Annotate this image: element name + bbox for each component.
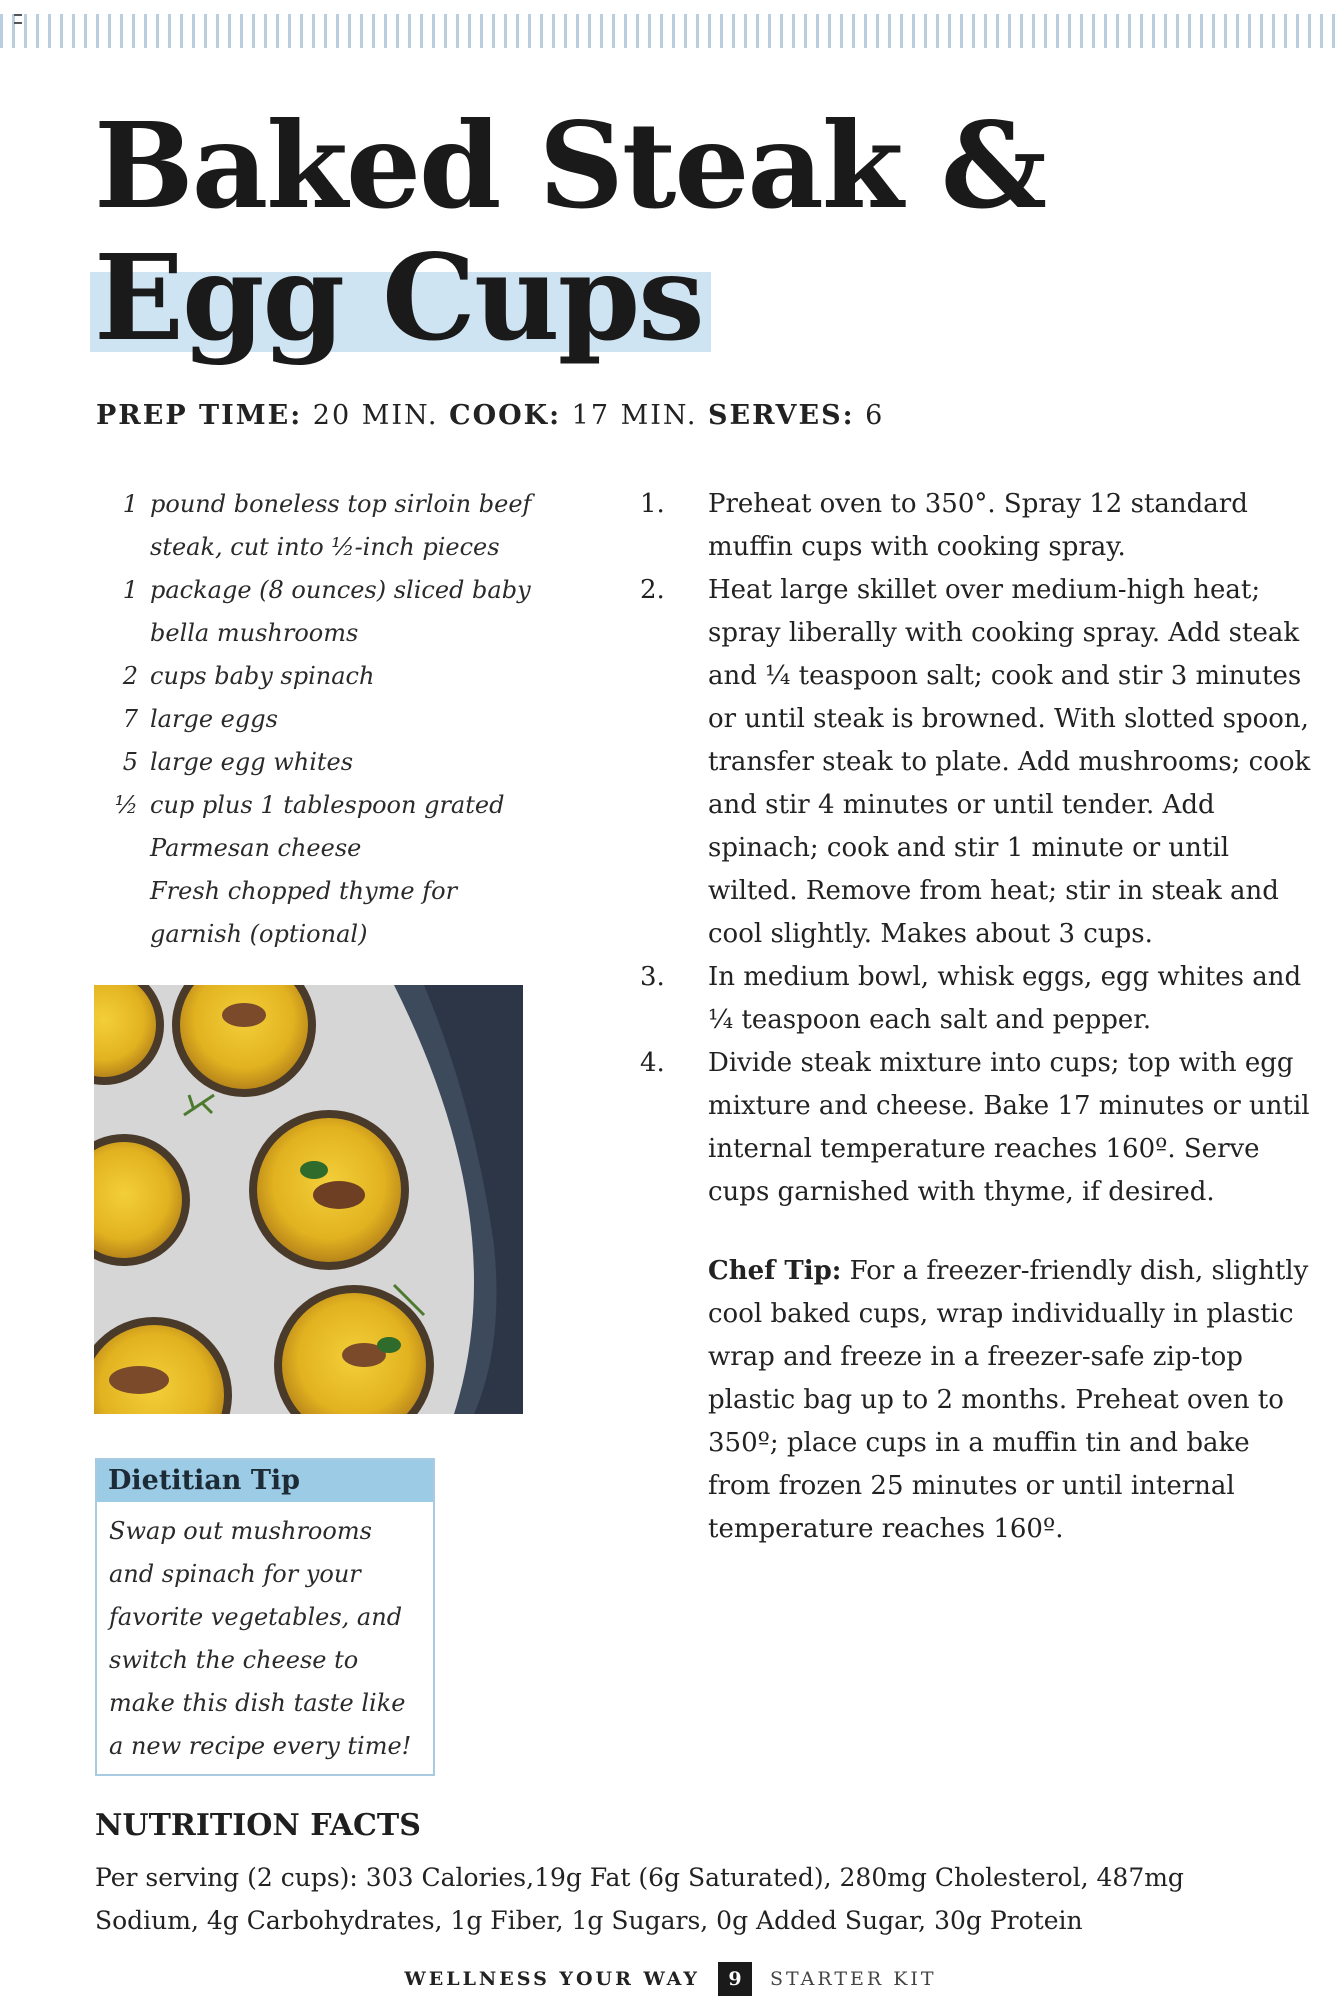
nutrition-title: NUTRITION FACTS (95, 1808, 421, 1843)
photo-egg-cups-icon (94, 985, 523, 1414)
ingredient-item (96, 784, 536, 870)
ingredient-qty: 1 (122, 576, 138, 604)
dietitian-tip-title: Dietitian Tip (97, 1460, 433, 1502)
step-text: Heat large skillet over medium-high heat; spray liberally with cooking spray. Add steak and ¼ teaspoon salt; cook and stir 3 minutes or until steak is browned. With slotted spoon, transfer steak to plate. Add mushrooms; cook and stir 4 minutes or until tender. Add spinach; cook and stir 1 minute or until wilted. Remove from heat; stir in steak and cool slightly. Makes about 3 cups. (708, 575, 1311, 949)
ingredient-list (96, 483, 536, 956)
menu-icon (14, 14, 22, 24)
page-number: 9 (718, 1962, 752, 1996)
step-text: Preheat oven to 350°. Spray 12 standard muffin cups with cooking spray. (708, 489, 1248, 562)
cook-value: 17 MIN. (571, 400, 698, 431)
cook-label: COOK: (449, 400, 562, 431)
title-line-2: Egg Cups (94, 228, 703, 367)
ingredient-text: cup plus 1 tablespoon grated Parmesan cheese (150, 791, 505, 862)
ingredient-text: pound boneless top sirloin beef steak, cut into ½-inch pieces (150, 490, 532, 561)
page-footer (0, 1962, 1341, 1996)
ingredient-qty: 7 (122, 705, 138, 733)
instruction-step (640, 1042, 1320, 1214)
ingredient-item (96, 569, 536, 655)
ingredient-text: package (8 ounces) sliced baby bella mushrooms (150, 576, 531, 647)
footer-section: STARTER KIT (770, 1968, 937, 1990)
chef-tip-label: Chef Tip: (708, 1256, 842, 1286)
ingredient-qty: ½ (114, 791, 138, 819)
ingredient-item (96, 483, 536, 569)
ingredient-qty (96, 870, 150, 956)
prep-label: PREP TIME: (96, 400, 303, 431)
instruction-step (640, 569, 1320, 956)
step-number: 1. (640, 489, 665, 519)
ingredient-item (96, 741, 536, 784)
instruction-step (640, 956, 1320, 1042)
instruction-list (640, 483, 1320, 1551)
ingredient-text: Fresh chopped thyme for garnish (optional) (150, 877, 458, 948)
prep-value: 20 MIN. (312, 400, 439, 431)
ingredient-text: cups baby spinach (150, 662, 375, 690)
step-number: 3. (640, 962, 665, 992)
nutrition-text: Per serving (2 cups): 303 Calories,19g Fat (6g Saturated), 280mg Cholesterol, 487mg Sodium, 4g Carbohydrates, 1g Fiber, 1g Sugars, 0g Added Sugar, 30g Protein (95, 1863, 1184, 1935)
step-text: In medium bowl, whisk eggs, egg whites and ¼ teaspoon each salt and pepper. (708, 962, 1302, 1035)
dietitian-tip-box (95, 1458, 435, 1776)
ingredient-item (96, 870, 536, 956)
ingredient-item (96, 655, 536, 698)
chef-tip (640, 1250, 1320, 1551)
footer-brand: WELLNESS YOUR WAY (404, 1968, 700, 1990)
recipe-meta (96, 400, 884, 431)
ingredient-qty: 2 (122, 662, 138, 690)
ingredient-qty: 1 (122, 490, 138, 518)
step-number: 4. (640, 1048, 665, 1078)
ingredient-qty: 5 (122, 748, 138, 776)
dietitian-tip-text: Swap out mushrooms and spinach for your favorite vegetables, and switch the cheese to make this dish taste like a new recipe every time! (109, 1517, 412, 1760)
ingredient-text: large egg whites (150, 748, 354, 776)
ingredient-item (96, 698, 536, 741)
title-highlight (94, 228, 703, 367)
chef-tip-text: For a freezer-friendly dish, slightly cool baked cups, wrap individually in plastic wrap and freeze in a freezer-safe zip-top plastic bag up to 2 months. Preheat oven to 350º; place cups in a muffin tin and bake from frozen 25 minutes or until internal temperature reaches 160º. (708, 1256, 1309, 1544)
serves-label: SERVES: (708, 400, 855, 431)
instruction-step (640, 483, 1320, 569)
recipe-title (94, 96, 1046, 367)
title-line-1: Baked Steak & (94, 96, 1046, 235)
serves-value: 6 (865, 400, 885, 431)
recipe-photo (94, 985, 523, 1414)
ingredient-text: large eggs (150, 705, 278, 733)
step-number: 2. (640, 575, 665, 605)
step-text: Divide steak mixture into cups; top with egg mixture and cheese. Bake 17 minutes or until internal temperature reaches 160º. Serve cups garnished with thyme, if desired. (708, 1048, 1310, 1207)
decorative-top-strip (0, 14, 1341, 48)
